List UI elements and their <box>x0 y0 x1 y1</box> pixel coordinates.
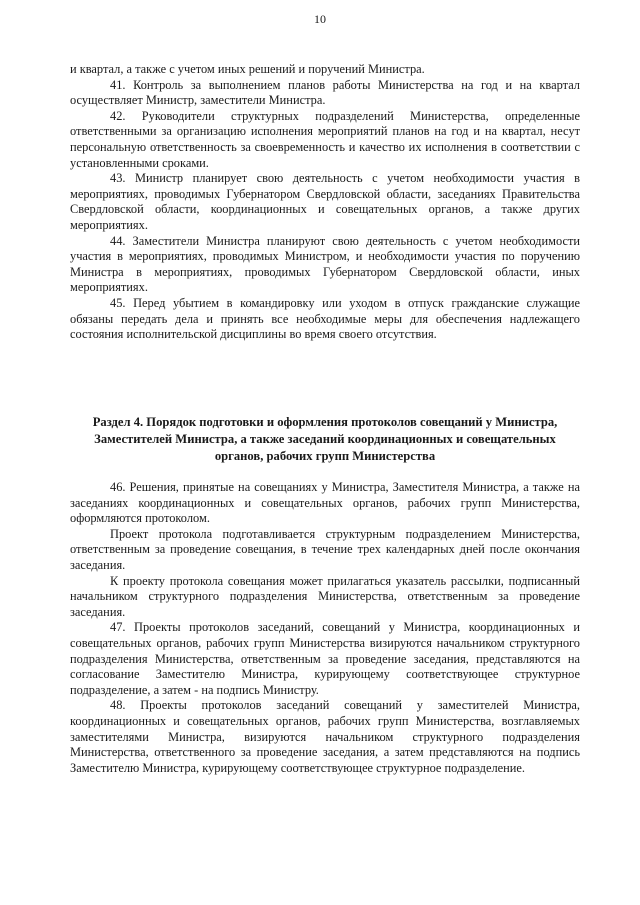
bottom-text-block <box>70 480 580 776</box>
paragraph-continuation: и квартал, а также с учетом иных решений и поручений Министра. <box>70 62 425 76</box>
top-text-block <box>70 62 580 343</box>
paragraph-46-draft: Проект протокола подготавливается структурным подразделением Министерства, ответственным за проведение совещания, в течение трех календарных дней после окончания заседания. <box>70 526 580 572</box>
paragraph-42: 42. Руководители структурных подразделений Министерства, определенные ответственными за организацию исполнения мероприятий планов на год и на квартал, несут персональную ответственность за своевременность и качество их исполнения в соответствии с установленными сроками. <box>70 108 580 170</box>
paragraph-48: 48. Проекты протоколов заседаний совещаний у заместителей Министра, координационных и совещательных органов, рабочих групп Министерства, возглавляемых заместителями Министра, визируются начальником структурного подразделения Министерства, ответственного за проведение заседания, а затем представляются на подпись Заместителю Министра, курирующему соответствующее структурное подразделение. <box>70 698 580 775</box>
section-heading: Раздел 4. Порядок подготовки и оформления протоколов совещаний у Министра, Заместителей Министра, а также заседаний координационных и совещательных органов, рабочих групп Министерства <box>92 415 558 463</box>
paragraph-46: 46. Решения, принятые на совещаниях у Министра, Заместителя Министра, а также на заседаниях координационных и совещательных органов, рабочих групп Министерства, оформляются протоколом. <box>70 480 580 526</box>
paragraph-41: 41. Контроль за выполнением планов работы Министерства на год и на квартал осуществляет Министр, заместители Министра. <box>70 77 580 108</box>
paragraph-44: 44. Заместители Министра планируют свою деятельность с учетом необходимости участия в мероприятиях, проводимых Министром, и необходимости участия по поручению Министра в мероприятиях, проводимых Губернатором Свердловской области, иных мероприятиях. <box>70 233 580 295</box>
paragraph-43: 43. Министр планирует свою деятельность с учетом необходимости участия в мероприятиях, проводимых Губернатором Свердловской области, заседаниях Правительства Свердловской области, координационных и совещательных органов, а также других мероприятиях. <box>70 171 580 232</box>
page-number: 10 <box>314 12 326 26</box>
paragraph-45: 45. Перед убытием в командировку или уходом в отпуск гражданские служащие обязаны передать дела и принять все необходимые меры для обеспечения надлежащего состояния исполнительской дисциплины во время своего отсутствия. <box>70 295 580 342</box>
paragraph-46-distribution: К проекту протокола совещания может прилагаться указатель рассылки, подписанный начальником структурного подразделения Министерства, ответственным за проведение заседания. <box>70 573 580 619</box>
paragraph-47: 47. Проекты протоколов заседаний, совещаний у Министра, координационных и совещательных органов, рабочих групп Министерства визируются начальником структурного подразделения Министерства, ответственным за проведение заседания, представляются на согласование Заместителю Министра, курирующему соответствующее структурное подразделение, а затем - на подпись Министру. <box>70 620 580 697</box>
